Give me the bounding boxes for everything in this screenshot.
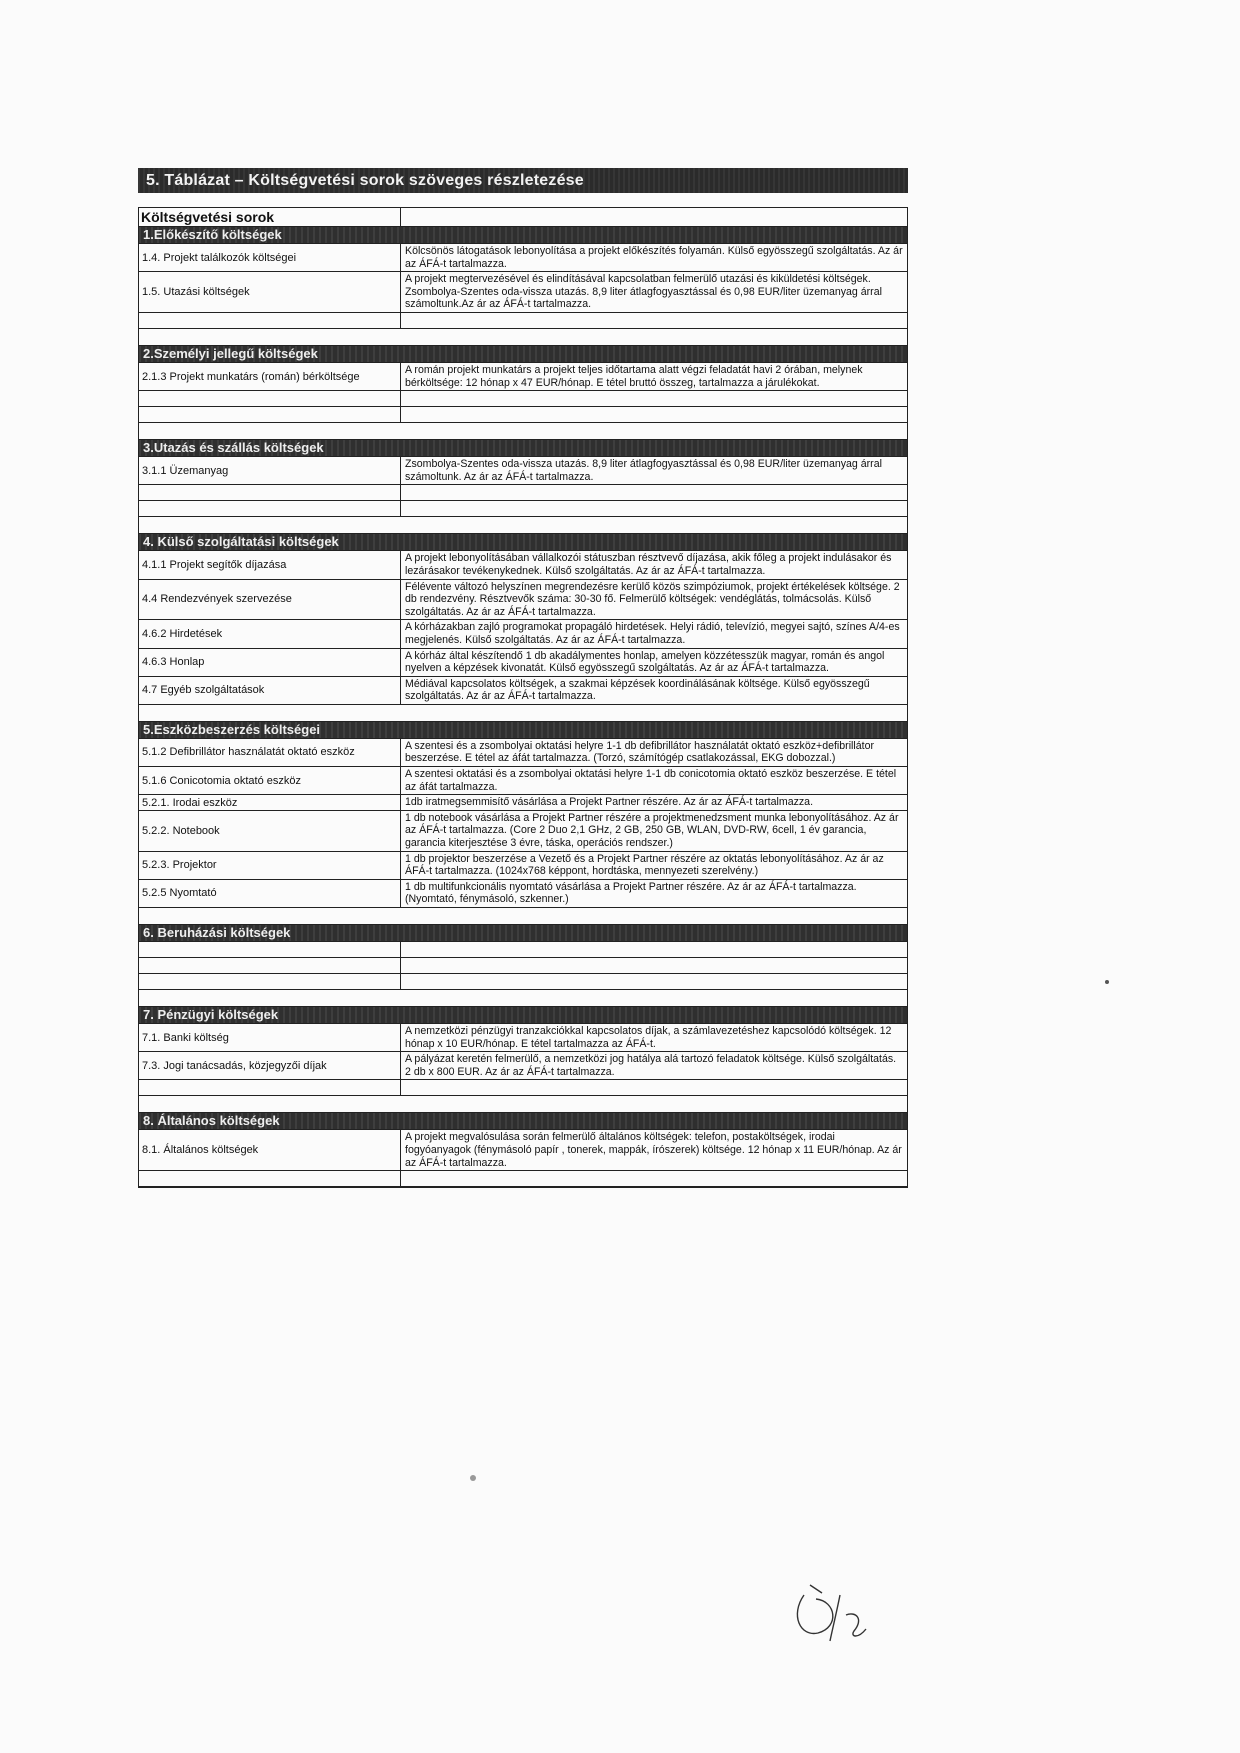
budget-line-description: A kórházakban zajló programokat propagáló hirdetések. Helyi rádió, televízió, megyei sajtó, színes A/4-es megjelenés. Külső szolgáltatás. Az ár az ÁFÁ-t tartalmazza. xyxy=(405,621,900,646)
budget-line-description xyxy=(401,485,907,500)
table-row xyxy=(139,739,907,767)
budget-line-label: 7.3. Jogi tanácsadás, közjegyzői díjak xyxy=(139,1052,401,1079)
budget-line-label: 4.7 Egyéb szolgáltatások xyxy=(139,677,401,704)
table-row xyxy=(139,1024,907,1052)
table-row xyxy=(139,1080,907,1096)
section-spacer xyxy=(139,990,907,1007)
budget-line-label: 5.2.5 Nyomtató xyxy=(139,880,401,907)
budget-line-description: 1 db multifunkcionális nyomtató vásárlása a Projekt Partner részére. Az ár az ÁFÁ-t tartalmazza. (Nyomtató, fénymásoló, szkenner.) xyxy=(405,880,857,906)
budget-line-label: 4.4 Rendezvények szervezése xyxy=(139,580,401,620)
budget-line-description xyxy=(401,391,907,406)
budget-line-description: A román projekt munkatárs a projekt teljes időtartama alatt végzi feladatát havi 2 órában, melynek bérköltsége: 12 hónap x 47 EUR/hónap. E tétel bruttó összeg, tartalmazza a járulékokat. xyxy=(405,363,863,389)
budget-line-description: A kórház által készítendő 1 db akadálymentes honlap, amelyen közzétesszük magyar, román és angol nyelven a képzések kivonatát. Külső egyösszegű szolgáltatás. Az ár az ÁFÁ-t tartalmazza. xyxy=(405,649,885,675)
budget-line-description: Zsombolya-Szentes oda-vissza utazás. 8,9 liter átlagfogyasztással és 0,98 EUR/liter üzemanyag árral számoltunk. Az ár az ÁFÁ-t tartalmazza. xyxy=(405,458,882,483)
budget-line-description: A szentesi és a zsombolyai oktatási helyre 1-1 db defibrillátor használatát oktató eszköz+defibrillátor beszerzése. E tétel az áfát tartalmazza. (Torzó, számítógép csatlakozással, EKG dobozzal.) xyxy=(405,739,875,765)
scan-speck xyxy=(1105,980,1109,984)
section-spacer xyxy=(139,705,907,722)
budget-line-label xyxy=(139,1171,401,1186)
section-heading: 5.Eszközbeszerzés költségei xyxy=(139,722,907,739)
budget-line-description: A projekt megtervezésével és elindításával kapcsolatban felmerülő utazási és kiküldetési költségek. Zsombolya-Szentes oda-vissza utazás. 8,9 liter átlagfogyasztással és 0,98 EUR/liter üzemanyag árral számoltunk.Az ár az ÁFÁ-t tartalmazza. xyxy=(405,273,882,311)
budget-line-description: A pályázat keretén felmerülő, a nemzetközi jog hatálya alá tartozó feladatok költsége. Külső szolgáltatás. 2 db x 800 EUR. Az ár az ÁFÁ-t tartalmazza. xyxy=(405,1053,897,1078)
table-row xyxy=(139,580,907,621)
section-spacer xyxy=(139,423,907,440)
budget-line-description xyxy=(401,1171,907,1186)
table-row xyxy=(139,1052,907,1080)
budget-line-label xyxy=(139,501,401,516)
table-row xyxy=(139,649,907,677)
budget-line-description: 1 db notebook vásárlása a Projekt Partner részére a projektmenedzsment munka lebonyolításához. Az ár az ÁFÁ-t tartalmazza. (Core 2 Duo 2,1 GHz, 2 GB, 250 GB, WLAN, DVD-RW, 6cell, 1 év garancia, garancia kiterjesztése 3 évre, táska, operációs rendszer.) xyxy=(405,811,899,850)
table-row xyxy=(139,407,907,423)
budget-line-description xyxy=(401,942,907,957)
budget-line-label xyxy=(139,942,401,957)
table-row xyxy=(139,880,907,908)
section-heading: 1.Előkészítő költségek xyxy=(139,227,907,244)
table-row xyxy=(139,1130,907,1171)
table-row xyxy=(139,852,907,880)
budget-line-description: Félévente változó helyszínen megrendezésre kerülő közös szimpóziumok, projekt értékelések költsége. 2 db rendezvény. Résztvevők száma: 30-30 fő. Felmerülő költségek: vendéglátás, tolmácsolás. Külső szolgáltatás. Az ár az ÁFÁ-t tartalmazza. xyxy=(405,580,900,618)
budget-line-label: 2.1.3 Projekt munkatárs (román) bérköltsége xyxy=(139,363,401,390)
budget-line-label: 5.1.2 Defibrillátor használatát oktató eszköz xyxy=(139,739,401,766)
table-row xyxy=(139,795,907,811)
budget-line-description xyxy=(401,313,907,328)
budget-line-label: 3.1.1 Üzemanyag xyxy=(139,457,401,484)
budget-line-label xyxy=(139,958,401,973)
document xyxy=(138,168,908,1188)
scan-speck xyxy=(470,1475,476,1481)
table-row xyxy=(139,363,907,391)
budget-line-label xyxy=(139,391,401,406)
table-row xyxy=(139,485,907,501)
table-row xyxy=(139,811,907,852)
budget-line-label: 5.2.1. Irodai eszköz xyxy=(139,795,401,810)
table-row xyxy=(139,457,907,485)
budget-line-label: 4.6.2 Hirdetések xyxy=(139,620,401,647)
table-row xyxy=(139,244,907,272)
budget-line-label xyxy=(139,407,401,422)
table-row xyxy=(139,767,907,795)
budget-line-label: 1.5. Utazási költségek xyxy=(139,272,401,312)
section-heading: 8. Általános költségek xyxy=(139,1113,907,1130)
section-spacer xyxy=(139,517,907,534)
budget-line-description: 1db iratmegsemmisítő vásárlása a Projekt Partner részére. Az ár az ÁFÁ-t tartalmazza. xyxy=(405,796,814,809)
budget-line-label: 1.4. Projekt találkozók költségei xyxy=(139,244,401,271)
table-header-row xyxy=(139,208,907,227)
budget-line-label: 5.1.6 Conicotomia oktató eszköz xyxy=(139,767,401,794)
budget-line-description: A projekt megvalósulása során felmerülő általános költségek: telefon, postaköltségek, irodai fogyóanyagok (fénymásoló papír , tonerek, mappák, írószerek) költsége. 12 hónap x 11 EUR/hónap. Az ár az ÁFÁ-t tartalmazza. xyxy=(405,1131,902,1169)
budget-line-description xyxy=(401,958,907,973)
table-title: 5. Táblázat – Költségvetési sorok szöveges részletezése xyxy=(138,168,908,193)
budget-line-description xyxy=(401,407,907,422)
budget-line-description: A nemzetközi pénzügyi tranzakciókkal kapcsolatos díjak, a számlavezetéshez kapcsolódó költségek. 12 hónap x 10 EUR/hónap. E tétel tartalmazza az ÁFÁ-t. xyxy=(405,1025,892,1050)
section-heading: 7. Pénzügyi költségek xyxy=(139,1007,907,1024)
table-row xyxy=(139,272,907,313)
table-row xyxy=(139,677,907,705)
table-row xyxy=(139,551,907,579)
section-heading: 2.Személyi jellegű költségek xyxy=(139,346,907,363)
table-row xyxy=(139,958,907,974)
budget-line-label: 4.1.1 Projekt segítők díjazása xyxy=(139,551,401,578)
budget-line-label: 7.1. Banki költség xyxy=(139,1024,401,1051)
budget-line-label: 5.2.3. Projektor xyxy=(139,852,401,879)
handwritten-signature xyxy=(770,1575,890,1655)
table-row xyxy=(139,391,907,407)
budget-line-label xyxy=(139,485,401,500)
budget-line-description: Médiával kapcsolatos költségek, a szakmai képzések koordinálásának költsége. Külső egyösszegű szolgáltatás. Az ár az ÁFÁ-t tartalmazza. xyxy=(405,677,870,703)
budget-line-label: 8.1. Általános költségek xyxy=(139,1130,401,1170)
table-row xyxy=(139,974,907,990)
table-row xyxy=(139,501,907,517)
table-row xyxy=(139,313,907,329)
section-heading: 3.Utazás és szállás költségek xyxy=(139,440,907,457)
table-row xyxy=(139,942,907,958)
budget-line-label: 5.2.2. Notebook xyxy=(139,811,401,851)
budget-line-label xyxy=(139,313,401,328)
table-row xyxy=(139,620,907,648)
budget-line-description: 1 db projektor beszerzése a Vezető és a Projekt Partner részére az oktatás lebonyolításához. Az ár az ÁFÁ-t tartalmazza. (1024x768 képpont, hordtáska, mennyezeti szerelvény.) xyxy=(405,852,884,878)
budget-line-label xyxy=(139,974,401,989)
section-spacer xyxy=(139,1096,907,1113)
budget-line-description xyxy=(401,974,907,989)
table-row xyxy=(139,1171,907,1187)
budget-line-description: A szentesi oktatási és a zsombolyai oktatási helyre 1-1 db conicotomia oktató eszköz beszerzése. E tétel az áfát tartalmazza. xyxy=(405,768,897,793)
budget-table xyxy=(138,207,908,1188)
table-header-label: Költségvetési sorok xyxy=(139,208,401,226)
section-heading: 6. Beruházási költségek xyxy=(139,925,907,942)
budget-line-description xyxy=(401,501,907,516)
section-spacer xyxy=(139,908,907,925)
budget-line-description: Kölcsönös látogatások lebonyolítása a projekt előkészítés folyamán. Külső egyösszegű szolgáltatás. Az ár az ÁFÁ-t tartalmazza. xyxy=(405,245,903,270)
section-heading: 4. Külső szolgáltatási költségek xyxy=(139,534,907,551)
budget-line-label: 4.6.3 Honlap xyxy=(139,649,401,676)
budget-line-description: A projekt lebonyolításában vállalkozói státuszban résztvevő díjazása, akik főleg a projekt indulásakor és lezárásakor tevékenykednek. Külső szolgáltatás. Az ár az ÁFÁ-t tartalmazza. xyxy=(405,552,892,577)
section-spacer xyxy=(139,329,907,346)
budget-line-label xyxy=(139,1080,401,1095)
budget-line-description xyxy=(401,1080,907,1095)
